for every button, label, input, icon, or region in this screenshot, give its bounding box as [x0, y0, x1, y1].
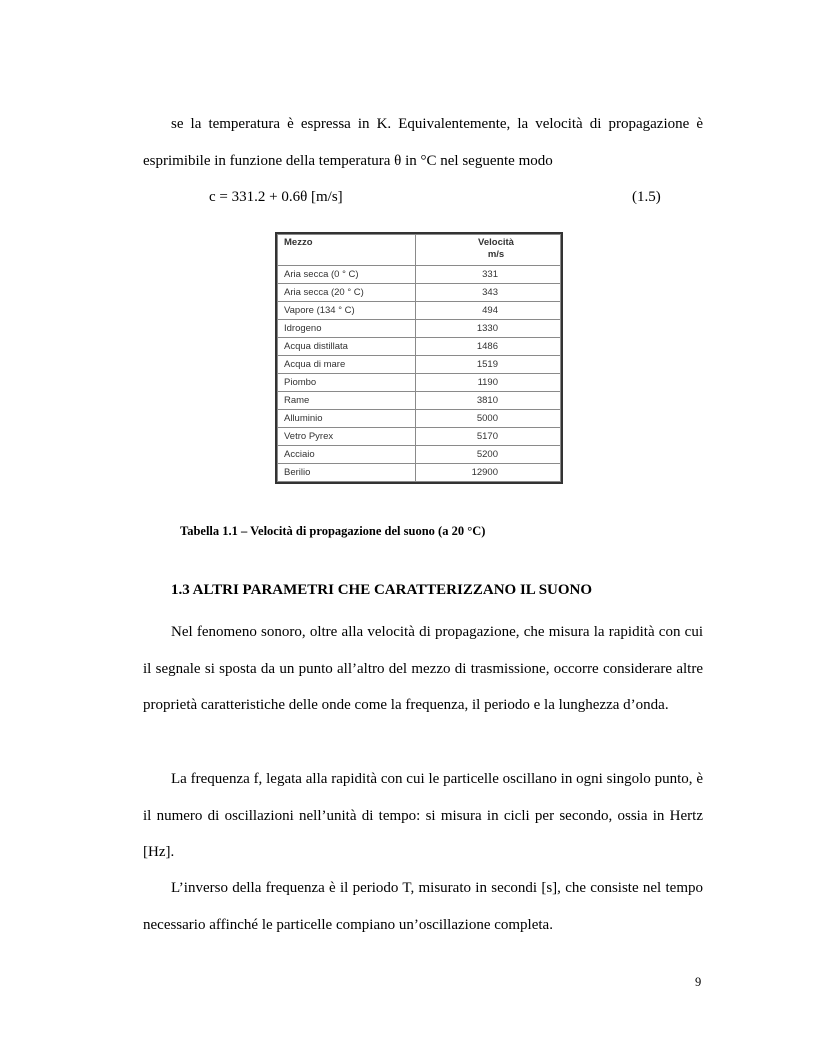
velocity-cell: 3810	[416, 392, 561, 410]
table-row	[278, 320, 561, 338]
table-row	[278, 374, 561, 392]
table-row	[278, 302, 561, 320]
table-row	[278, 428, 561, 446]
velocity-cell: 1330	[416, 320, 561, 338]
velocity-table	[275, 232, 563, 484]
velocity-cell: 5200	[416, 446, 561, 464]
medium-cell: Acqua di mare	[278, 356, 416, 374]
header-velocity-unit: m/s	[487, 249, 505, 260]
velocity-cell: 5000	[416, 410, 561, 428]
table-header-row	[278, 235, 561, 266]
table-row	[278, 338, 561, 356]
medium-cell: Idrogeno	[278, 320, 416, 338]
medium-cell: Piombo	[278, 374, 416, 392]
velocity-cell: 1486	[416, 338, 561, 356]
velocity-cell: 1190	[416, 374, 561, 392]
medium-cell: Alluminio	[278, 410, 416, 428]
header-velocity-label: Velocità	[478, 237, 514, 248]
header-velocity	[416, 235, 561, 266]
velocity-cell: 12900	[416, 464, 561, 482]
medium-cell: Acqua distillata	[278, 338, 416, 356]
page-number: 9	[695, 975, 702, 989]
equation-number: (1.5)	[632, 189, 661, 205]
equation-formula: c = 331.2 + 0.6θ [m/s]	[209, 189, 343, 205]
velocity-cell: 494	[416, 302, 561, 320]
table-row	[278, 284, 561, 302]
table-row	[278, 410, 561, 428]
section-heading: 1.3 ALTRI PARAMETRI CHE CARATTERIZZANO IL SUONO	[171, 582, 593, 598]
table-row	[278, 464, 561, 482]
table-row	[278, 446, 561, 464]
table-row	[278, 266, 561, 284]
table-caption: Tabella 1.1 – Velocità di propagazione del suono (a 20 °C)	[180, 524, 486, 538]
velocity-cell: 5170	[416, 428, 561, 446]
velocity-cell: 331	[416, 266, 561, 284]
velocity-cell: 343	[416, 284, 561, 302]
medium-cell: Vapore (134 ° C)	[278, 302, 416, 320]
paragraph-frequency: La frequenza f, legata alla rapidità con cui le particelle oscillano in ogni singolo punto, è il numero di oscillazioni nell’unità di tempo: si misura in cicli per secondo, ossia in Hertz [Hz].	[143, 771, 703, 860]
medium-cell: Rame	[278, 392, 416, 410]
header-medium: Mezzo	[278, 235, 416, 266]
table-row	[278, 392, 561, 410]
medium-cell: Aria secca (20 ° C)	[278, 284, 416, 302]
velocity-cell: 1519	[416, 356, 561, 374]
medium-cell: Berilio	[278, 464, 416, 482]
table-row	[278, 356, 561, 374]
paragraph-intro: se la temperatura è espressa in K. Equivalentemente, la velocità di propagazione è esprimibile in funzione della temperatura θ in °C nel seguente modo	[143, 116, 703, 169]
medium-cell: Aria secca (0 ° C)	[278, 266, 416, 284]
medium-cell: Vetro Pyrex	[278, 428, 416, 446]
medium-cell: Acciaio	[278, 446, 416, 464]
paragraph-period: L’inverso della frequenza è il periodo T, misurato in secondi [s], che consiste nel tempo necessario affinché le particelle compiano un’oscillazione completa.	[143, 880, 703, 933]
paragraph-properties: Nel fenomeno sonoro, oltre alla velocità di propagazione, che misura la rapidità con cui il segnale si sposta da un punto all’altro del mezzo di trasmissione, occorre considerare altre proprietà caratteristiche delle onde come la frequenza, il periodo e la lunghezza d’onda.	[143, 624, 703, 713]
